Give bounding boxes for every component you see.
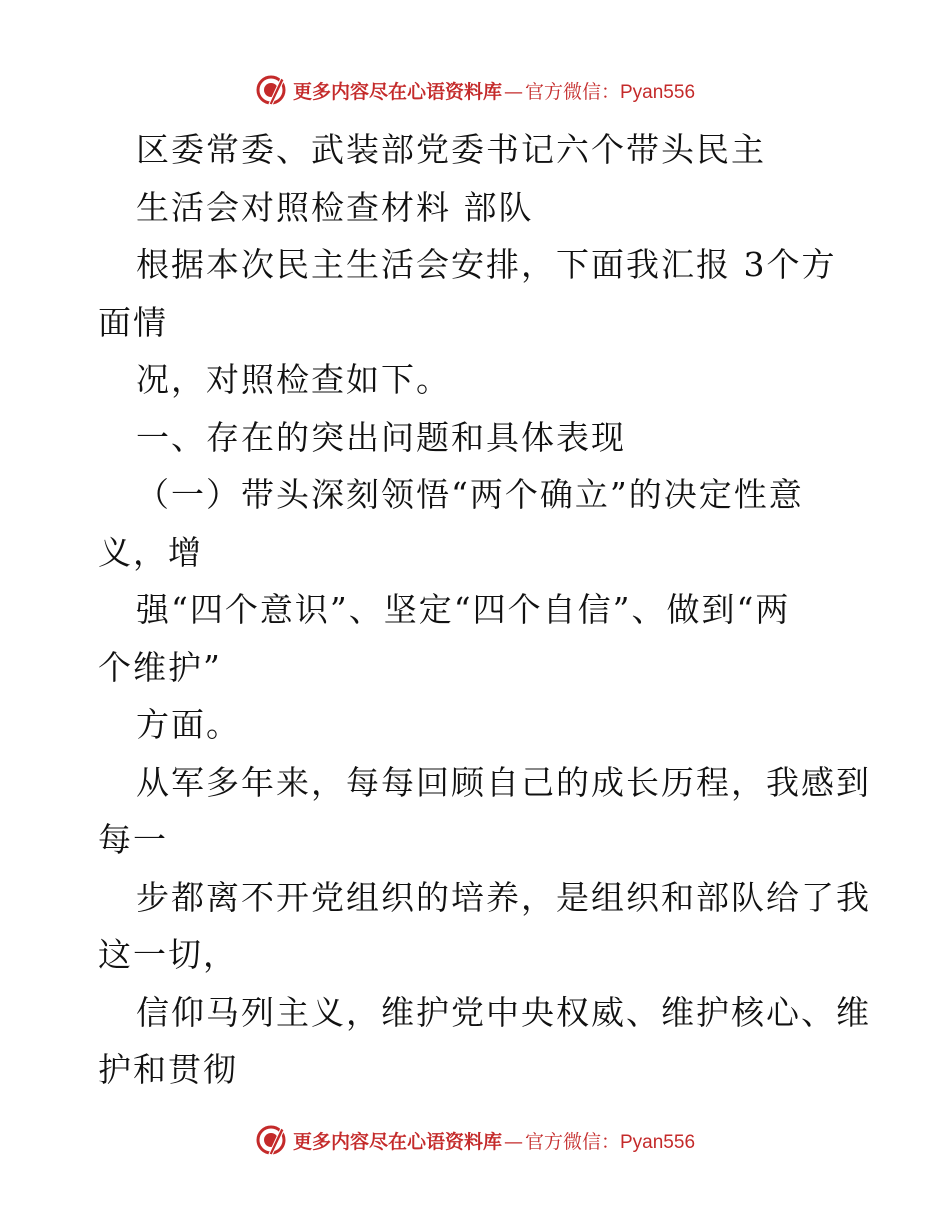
doc-line: 根据本次民主生活会安排，下面我汇报 3个方 — [136, 245, 837, 284]
footer-dash: — — [503, 1130, 523, 1153]
doc-line-title-2: 生活会对照检查材料 部队 — [136, 187, 534, 227]
document-body — [98, 121, 871, 1099]
doc-line: 强“四个意识”、坚定“四个自信”、做到“两 — [136, 590, 791, 629]
doc-subsection-heading: （一）带头深刻领悟“两个确立”的决定性意 — [136, 475, 804, 514]
doc-line: 这一切， — [98, 935, 238, 974]
doc-line: 每一 — [98, 820, 168, 859]
footer-wechat-id: Pyan556 — [620, 1131, 696, 1153]
footer-banner-text — [293, 1127, 695, 1154]
doc-section-heading: 一、存在的突出问题和具体表现 — [136, 417, 626, 457]
footer-wechat-label: 官方微信： — [524, 1130, 620, 1153]
doc-line-title-1: 区委常委、武装部党委书记六个带头民主 — [136, 130, 766, 169]
pen-circle-logo-icon — [255, 1124, 287, 1156]
header-wechat-id: Pyan556 — [620, 81, 696, 103]
pen-circle-logo-icon — [255, 74, 287, 106]
header-watermark-banner — [0, 70, 950, 110]
footer-site-text: 更多内容尽在心语资料库 — [292, 1130, 502, 1153]
header-site-text: 更多内容尽在心语资料库 — [292, 80, 502, 103]
doc-line: 步都离不开党组织的培养，是组织和部队给了我 — [136, 877, 871, 917]
doc-line: 况，对照检查如下。 — [136, 360, 451, 399]
header-banner-text — [293, 77, 695, 104]
doc-line: 信仰马列主义，维护党中央权威、维护核心、维 — [136, 992, 871, 1032]
doc-line: 个维护” — [98, 647, 222, 687]
header-wechat-label: 官方微信： — [524, 80, 620, 103]
doc-line: 方面。 — [136, 705, 241, 744]
footer-watermark-banner — [0, 1120, 950, 1160]
doc-line: 面情 — [98, 302, 168, 342]
doc-line: 护和贯彻 — [98, 1050, 238, 1089]
doc-line: 从军多年来，每每回顾自己的成长历程，我感到 — [136, 762, 871, 802]
doc-line: 义，增 — [98, 532, 203, 572]
header-dash: — — [503, 80, 523, 103]
